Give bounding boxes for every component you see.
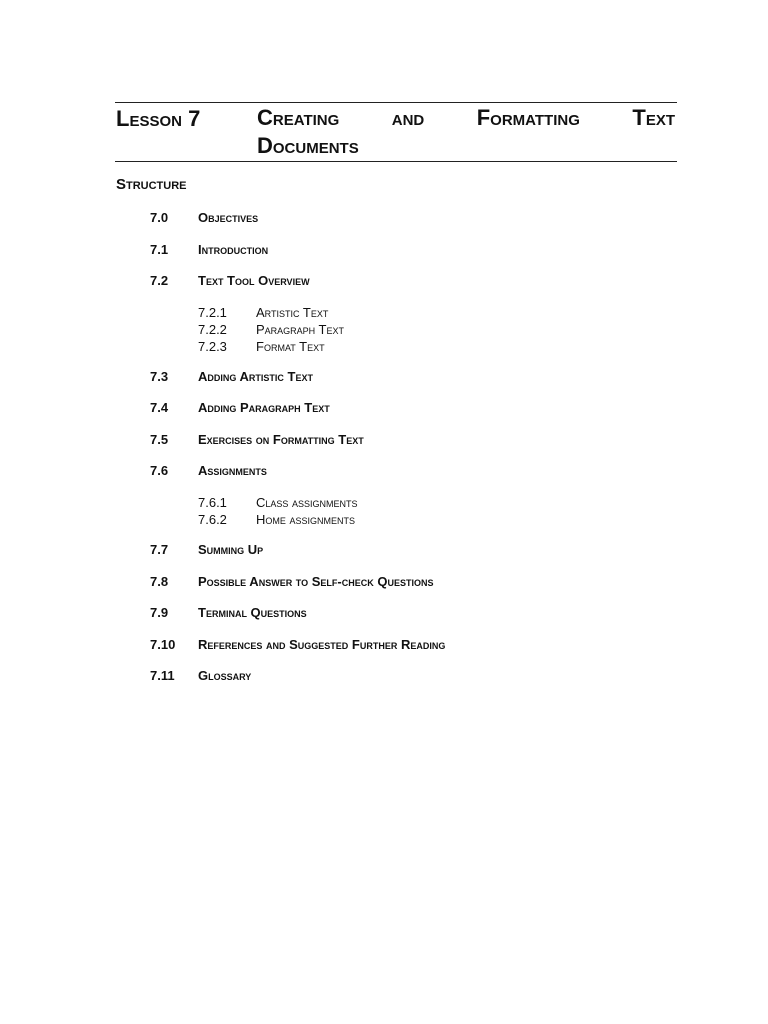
toc-item-7-3: [150, 367, 710, 387]
toc-item-7-10: [150, 635, 710, 655]
toc-item-7-6: [150, 461, 710, 481]
toc-number: 7.9: [150, 605, 169, 620]
toc-label: Assignments: [198, 463, 267, 478]
lesson-title-line-1: Creating and Formatting Text: [257, 105, 675, 130]
toc-number: 7.2: [150, 273, 169, 288]
bottom-rule: [115, 161, 677, 162]
toc-sublabel: Paragraph Text: [256, 322, 345, 337]
toc-number: 7.10: [150, 637, 176, 652]
toc-label: Text Tool Overview: [198, 273, 310, 288]
toc-number: 7.3: [150, 369, 169, 384]
toc-item-7-7: [150, 540, 710, 560]
lesson-title-line-2: Documents: [257, 133, 359, 158]
toc-subnumber: 7.6.2: [198, 512, 227, 527]
toc-sublabel: Artistic Text: [256, 305, 329, 320]
toc-label: Glossary: [198, 668, 252, 683]
toc-label: Introduction: [198, 242, 269, 257]
toc-number: 7.7: [150, 542, 169, 557]
toc-item-7-9: [150, 603, 710, 623]
toc-label: Adding Artistic Text: [198, 369, 313, 384]
toc-item-7-0: [150, 208, 710, 228]
toc-label: Exercises on Formatting Text: [198, 432, 364, 447]
top-rule: [115, 102, 677, 103]
toc-item-7-11: [150, 666, 710, 686]
toc-item-7-1: [150, 240, 710, 260]
toc-number: 7.6: [150, 463, 169, 478]
toc-item-7-2: [150, 271, 710, 291]
toc-label: References and Suggested Further Reading: [198, 637, 446, 652]
structure-heading: Structure: [116, 176, 187, 193]
lesson-label: Lesson 7: [116, 106, 201, 131]
toc-item-7-5: [150, 430, 710, 450]
toc-label: Objectives: [198, 210, 259, 225]
toc-number: 7.11: [150, 668, 175, 683]
toc-subitem-7-2-3: [198, 338, 698, 355]
toc-number: 7.0: [150, 210, 169, 225]
toc-label: Possible Answer to Self-check Questions: [198, 574, 434, 589]
toc-subitem-7-2-1: [198, 304, 698, 321]
toc-label: Adding Paragraph Text: [198, 400, 330, 415]
toc-subnumber: 7.6.1: [198, 495, 227, 510]
lesson-title: [257, 104, 675, 160]
toc-item-7-8: [150, 572, 710, 592]
toc-subnumber: 7.2.2: [198, 322, 227, 337]
toc-number: 7.1: [150, 242, 169, 257]
toc-sublabel: Format Text: [256, 339, 325, 354]
toc-subnumber: 7.2.3: [198, 339, 227, 354]
toc-item-7-4: [150, 398, 710, 418]
toc-subitem-7-6-1: [198, 494, 698, 511]
toc-subitem-7-2-2: [198, 321, 698, 338]
toc-number: 7.8: [150, 574, 169, 589]
toc-label: Terminal Questions: [198, 605, 307, 620]
toc-label: Summing Up: [198, 542, 264, 557]
toc-number: 7.4: [150, 400, 169, 415]
toc-subnumber: 7.2.1: [198, 305, 227, 320]
toc-number: 7.5: [150, 432, 169, 447]
toc-subitem-7-6-2: [198, 511, 698, 528]
toc-sublabel: Class assignments: [256, 495, 358, 510]
toc-sublabel: Home assignments: [256, 512, 356, 527]
